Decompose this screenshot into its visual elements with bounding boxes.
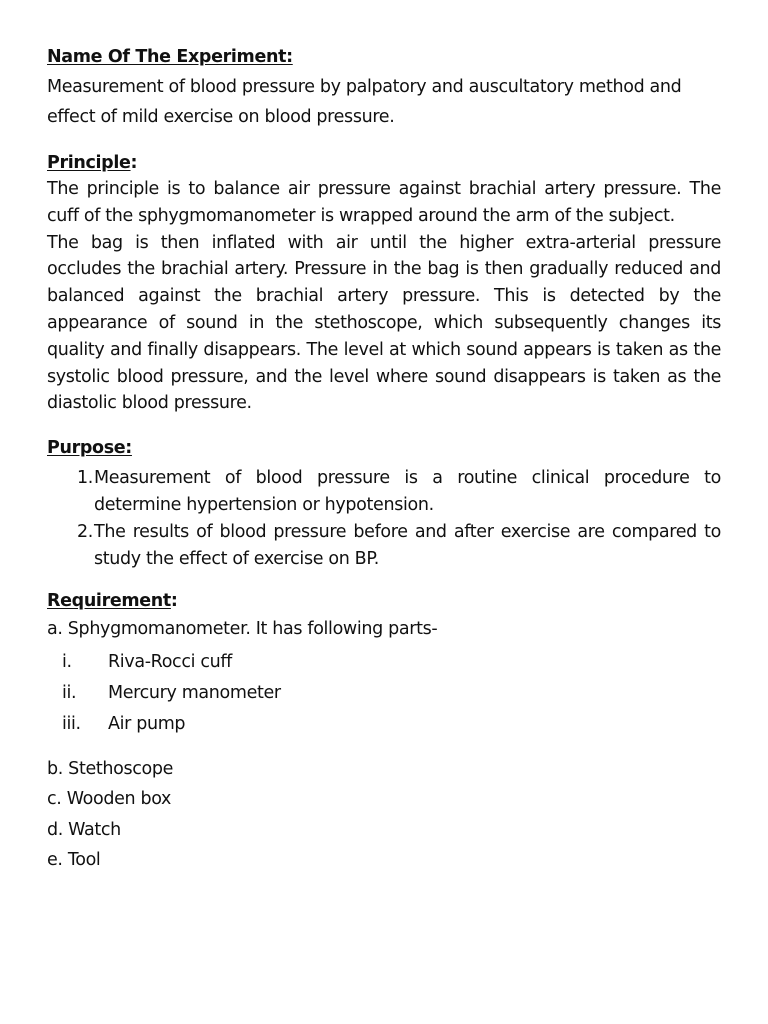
- list-item: [47, 709, 721, 740]
- principle-heading-text: Principle: [47, 153, 131, 173]
- document-page: [47, 44, 721, 876]
- requirement-heading-colon: :: [170, 591, 178, 612]
- list-item-text: The results of blood pressure before and after exercise are compared to study the effect of exercise on BP.: [94, 521, 721, 569]
- purpose-list: [47, 465, 721, 572]
- experiment-heading: [47, 44, 721, 70]
- list-item: e. Tool: [47, 850, 101, 871]
- list-item-text: Air pump: [108, 713, 186, 734]
- requirement-items: [47, 754, 721, 876]
- list-item: [47, 678, 721, 709]
- sphygmomanometer-parts-list: [47, 647, 721, 740]
- requirement-heading: [47, 588, 721, 614]
- principle-paragraph-2: The bag is then inflated with air until the higher extra-arterial pressure occludes the brachial artery. Pressure in the bag is then gradually reduced and balanced against the brachial artery pressure. This is detected by the appearance of sound in the stethoscope, which subsequently changes its quality and finally disappears. The level at which sound appears is taken as the systolic blood pressure, and the level where sound disappears is taken as the diastolic blood pressure.: [47, 232, 721, 414]
- requirement-heading-text: Requirement: [47, 591, 171, 612]
- list-item-number: iii.: [62, 713, 81, 734]
- list-item: [47, 519, 721, 573]
- principle-heading-colon: :: [130, 153, 138, 173]
- list-item: d. Watch: [47, 819, 121, 840]
- list-item: [47, 647, 721, 678]
- list-item-text: Measurement of blood pressure is a routine clinical procedure to determine hypertension or hypotension.: [94, 468, 721, 515]
- list-item: c. Wooden box: [47, 789, 172, 810]
- list-item-number: ii.: [62, 682, 77, 703]
- purpose-heading: [47, 435, 721, 461]
- purpose-heading-text: Purpose:: [47, 438, 132, 459]
- experiment-text: Measurement of blood pressure by palpatory and auscultatory method and effect of mild exercise on blood pressure.: [47, 77, 682, 127]
- requirement-intro: a. Sphygmomanometer. It has following parts-: [47, 619, 438, 640]
- list-item-text: Riva-Rocci cuff: [108, 651, 232, 672]
- list-item-number: 1.: [77, 468, 93, 489]
- list-item: [47, 465, 721, 519]
- list-item: b. Stethoscope: [47, 758, 174, 779]
- list-item-number: i.: [62, 651, 72, 672]
- experiment-heading-text: Name Of The Experiment:: [47, 47, 293, 67]
- principle-heading: [47, 150, 721, 176]
- list-item-text: Mercury manometer: [108, 682, 281, 703]
- list-item-number: 2.: [77, 521, 93, 542]
- principle-paragraph-1: The principle is to balance air pressure against brachial artery pressure. The cuff of the sphygmomanometer is wrapped around the arm of the subject.: [47, 179, 721, 226]
